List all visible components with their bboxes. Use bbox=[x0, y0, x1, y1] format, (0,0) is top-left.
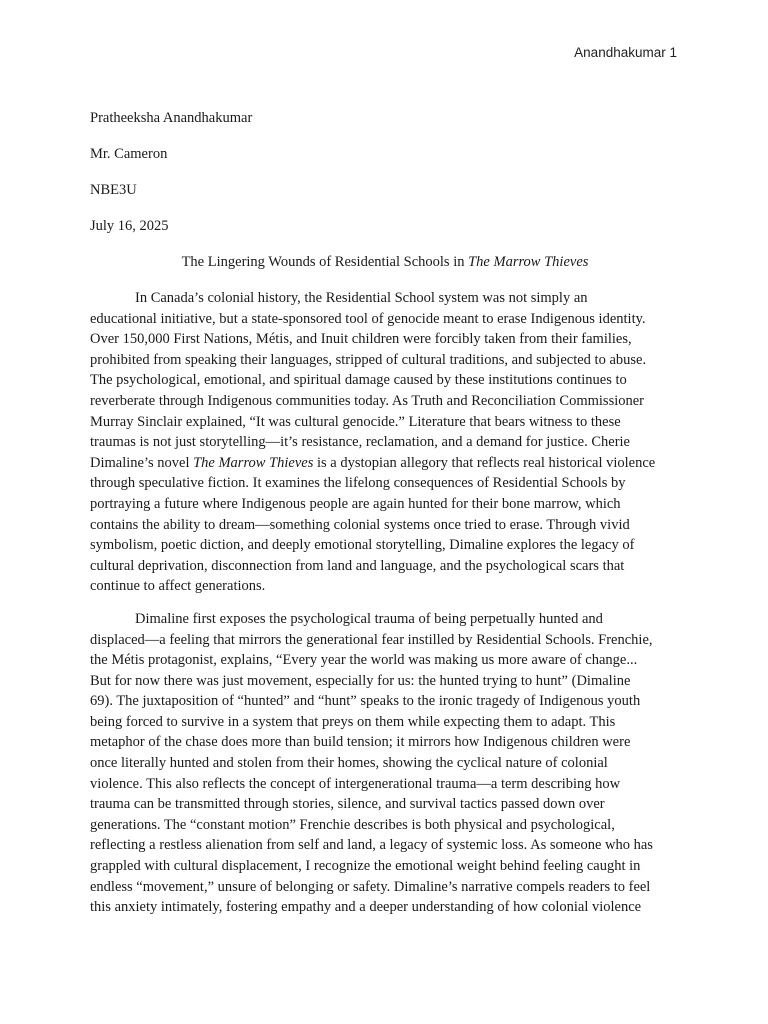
paragraph-line: contains the ability to dream—something colonial systems once tried to erase. Through vivid bbox=[90, 516, 630, 533]
paragraph-line: But for now there was just movement, especially for us: the hunted trying to hunt” (Dimaline bbox=[90, 672, 631, 689]
paragraph-line: prohibited from speaking their languages, stripped of cultural traditions, and subjected to abuse. bbox=[90, 351, 647, 368]
line-segment: is a dystopian allegory that reflects real historical violence bbox=[313, 454, 656, 471]
essay-date: July 16, 2025 bbox=[90, 218, 169, 234]
paragraph-line: displaced—a feeling that mirrors the generational fear instilled by Residential Schools. Frenchie, bbox=[90, 631, 653, 648]
paragraph-line: grappled with cultural displacement, I recognize the emotional weight behind feeling caught in bbox=[90, 858, 641, 875]
paragraph-line: through speculative fiction. It examines the lifelong consequences of Residential Schools by bbox=[90, 475, 626, 492]
teacher-name: Mr. Cameron bbox=[90, 146, 168, 162]
line-segment: Dimaline’s novel bbox=[90, 454, 194, 471]
essay-title bbox=[90, 252, 680, 272]
paragraph-line: educational initiative, but a state-sponsored tool of genocide meant to erase Indigenous identity. bbox=[90, 310, 646, 327]
paragraph-line: trauma can be transmitted through stories, silence, and survival tactics passed down over bbox=[90, 796, 605, 813]
paragraph-line: reflecting a restless alienation from self and land, a legacy of systemic loss. As someone who has bbox=[90, 837, 653, 854]
body-paragraph bbox=[90, 609, 690, 918]
paragraph-line: The psychological, emotional, and spiritual damage caused by these institutions continues to bbox=[90, 372, 627, 389]
essay-title-prefix: The Lingering Wounds of Residential Schools in bbox=[181, 254, 469, 270]
page-number-header: Anandhakumar 1 bbox=[574, 45, 677, 60]
paragraph-line: 69). The juxtaposition of “hunted” and “hunt” speaks to the ironic tragedy of Indigenous youth bbox=[90, 693, 641, 710]
paragraph-line: Dimaline first exposes the psychological trauma of being perpetually hunted and bbox=[135, 610, 603, 627]
paragraph-line: symbolism, poetic diction, and deeply emotional storytelling, Dimaline explores the legacy of bbox=[90, 537, 635, 554]
paragraph-line: endless “movement,” unsure of belonging or safety. Dimaline’s narrative compels readers to feel bbox=[90, 878, 651, 895]
paragraph-line: traumas is not just storytelling—it’s resistance, reclamation, and a demand for justice. Cherie bbox=[90, 434, 630, 451]
paragraph-line: Murray Sinclair explained, “It was cultural genocide.” Literature that bears witness to these bbox=[90, 413, 621, 430]
paragraph-line: metaphor of the chase does more than build tension; it mirrors how Indigenous children were bbox=[90, 734, 631, 751]
paragraph-line: cultural deprivation, disconnection from land and language, and the psychological scars that bbox=[90, 557, 625, 574]
mla-heading bbox=[90, 108, 252, 252]
paragraph-line: In Canada’s colonial history, the Residential School system was not simply an bbox=[135, 290, 588, 306]
paragraph-line: generations. The “constant motion” Frenchie describes is both physical and psychological, bbox=[90, 816, 615, 833]
paragraph-line: continue to affect generations. bbox=[90, 578, 266, 595]
book-title-italic: The Marrow Thieves bbox=[193, 454, 314, 471]
body-paragraph bbox=[90, 288, 690, 597]
student-name: Pratheeksha Anandhakumar bbox=[90, 110, 253, 126]
essay-body bbox=[90, 288, 690, 930]
paragraph-line bbox=[90, 453, 690, 474]
course-code: NBE3U bbox=[90, 182, 137, 198]
paragraph-line: once literally hunted and stolen from their homes, showing the cyclical nature of colonial bbox=[90, 755, 608, 772]
paragraph-line: violence. This also reflects the concept of intergenerational trauma—a term describing how bbox=[90, 775, 621, 792]
paragraph-line: reverberate through Indigenous communities today. As Truth and Reconciliation Commissioner bbox=[90, 392, 645, 409]
paragraph-line: portraying a future where Indigenous people are again hunted for their bone marrow, which bbox=[90, 495, 621, 512]
paragraph-line: Over 150,000 First Nations, Métis, and Inuit children were forcibly taken from their families, bbox=[90, 331, 632, 348]
paragraph-line: being forced to survive in a system that preys on them while expecting them to adapt. This bbox=[90, 713, 616, 730]
paragraph-line: the Métis protagonist, explains, “Every year the world was making us more aware of change... bbox=[90, 652, 638, 669]
essay-title-book: The Marrow Thieves bbox=[468, 254, 589, 270]
paragraph-line: this anxiety intimately, fostering empathy and a deeper understanding of how colonial violence bbox=[90, 899, 642, 916]
